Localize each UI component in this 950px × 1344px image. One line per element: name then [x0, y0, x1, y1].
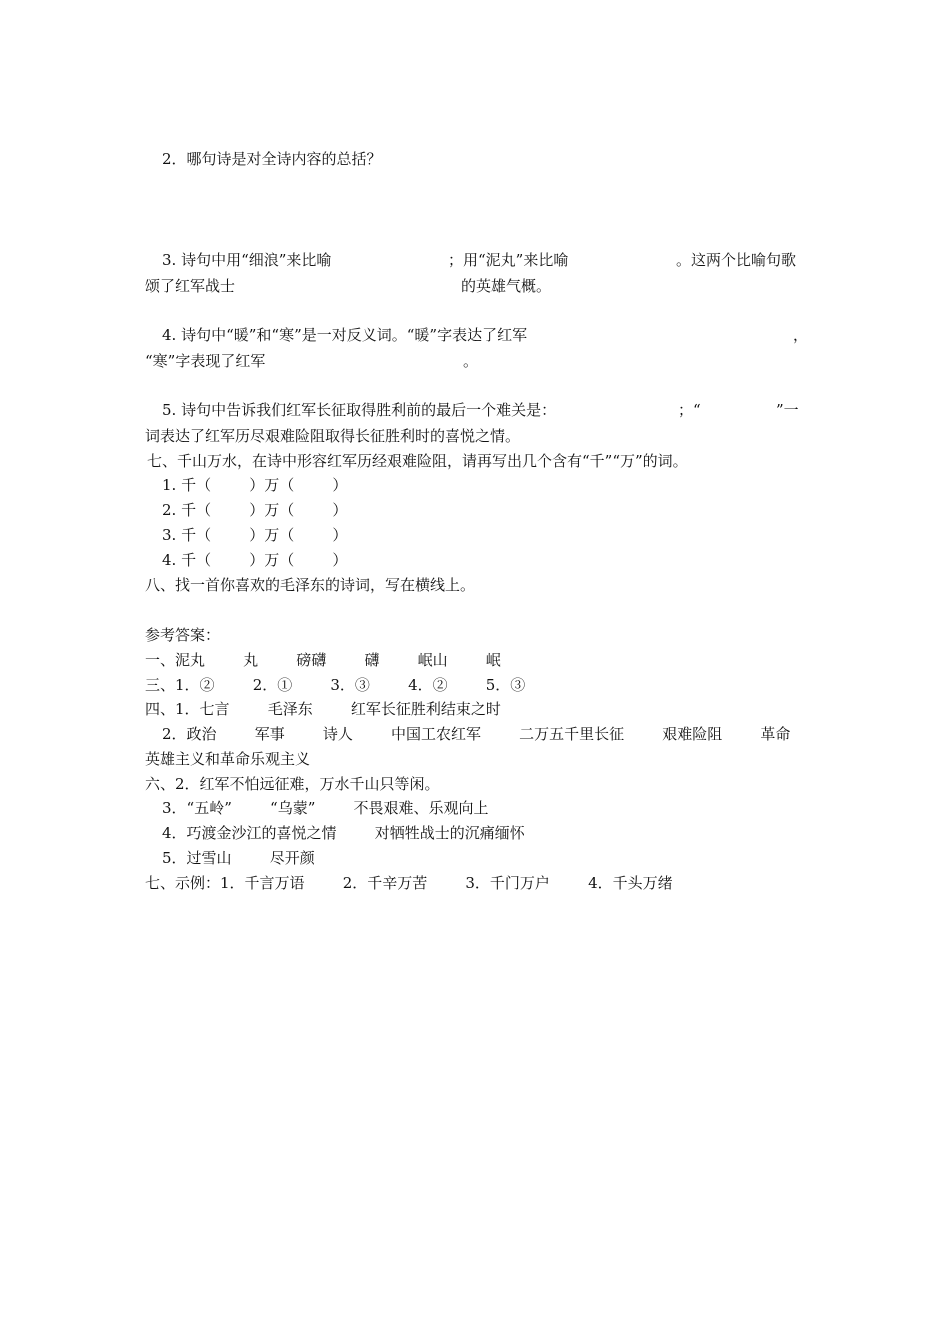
section-7-item: 2. 千（ ）万（ ）	[162, 501, 348, 519]
question-3-part-b: ；用“泥丸”来比喻	[448, 251, 569, 269]
answer-line: 六、2．红军不怕远征难，万水千山只等闲。	[145, 775, 440, 793]
answer-line: 5．过雪山 尽开颜	[162, 849, 315, 867]
section-7-item: 3. 千（ ）万（ ）	[162, 526, 348, 544]
answer-line: 一、泥丸 丸 磅礴 礴 岷山 岷	[145, 651, 501, 669]
section-7-item: 1. 千（ ）万（ ）	[162, 476, 348, 494]
section-7-title: 七、千山万水，在诗中形容红军历经艰难险阻，请再写出几个含有“千”“万”的词。	[147, 452, 688, 470]
question-4-line1-b: ，	[793, 326, 809, 344]
answer-line: 七、示例：1．千言万语 2．千辛万苦 3．千门万户 4．千头万绪	[145, 874, 673, 892]
question-3-line2-a: 颂了红军战士	[145, 277, 236, 295]
question-2: 2．哪句诗是对全诗内容的总括？	[162, 150, 382, 168]
question-4-line2-a: “寒”字表现了红军	[145, 352, 266, 370]
answers-heading: 参考答案：	[145, 626, 221, 644]
question-4-line2-b: 。	[463, 352, 479, 370]
answer-line: 4．巧渡金沙江的喜悦之情 对牺牲战士的沉痛缅怀	[162, 824, 525, 842]
question-5-line2: 词表达了红军历尽艰难险阻取得长征胜利时的喜悦之情。	[145, 427, 521, 445]
answer-line: 四、1．七言 毛泽东 红军长征胜利结束之时	[145, 700, 501, 718]
question-3-line2-b: 的英雄气概。	[461, 277, 552, 295]
question-5-line1-b: ；“	[678, 401, 701, 419]
answer-line: 2．政治 军事 诗人 中国工农红军 二万五千里长征 艰难险阻 革命	[162, 725, 791, 743]
question-3-part-c: 。这两个比喻句歌	[676, 251, 797, 269]
answer-line: 三、1．② 2．① 3．③ 4．② 5．③	[145, 676, 526, 694]
section-8-title: 八、找一首你喜欢的毛泽东的诗词，写在横线上。	[145, 576, 476, 594]
question-5-line1-c: ”一	[776, 401, 799, 419]
question-3-part-a: 3. 诗句中用“细浪”来比喻	[162, 251, 332, 269]
answer-line: 3．“五岭” “乌蒙” 不畏艰难、乐观向上	[162, 799, 489, 817]
section-7-item: 4. 千（ ）万（ ）	[162, 551, 348, 569]
answer-line: 英雄主义和革命乐观主义	[145, 750, 311, 768]
question-4-line1-a: 4. 诗句中“暖”和“寒”是一对反义词。“暖”字表达了红军	[162, 326, 528, 344]
question-5-line1-a: 5. 诗句中告诉我们红军长征取得胜利前的最后一个难关是：	[162, 401, 557, 419]
